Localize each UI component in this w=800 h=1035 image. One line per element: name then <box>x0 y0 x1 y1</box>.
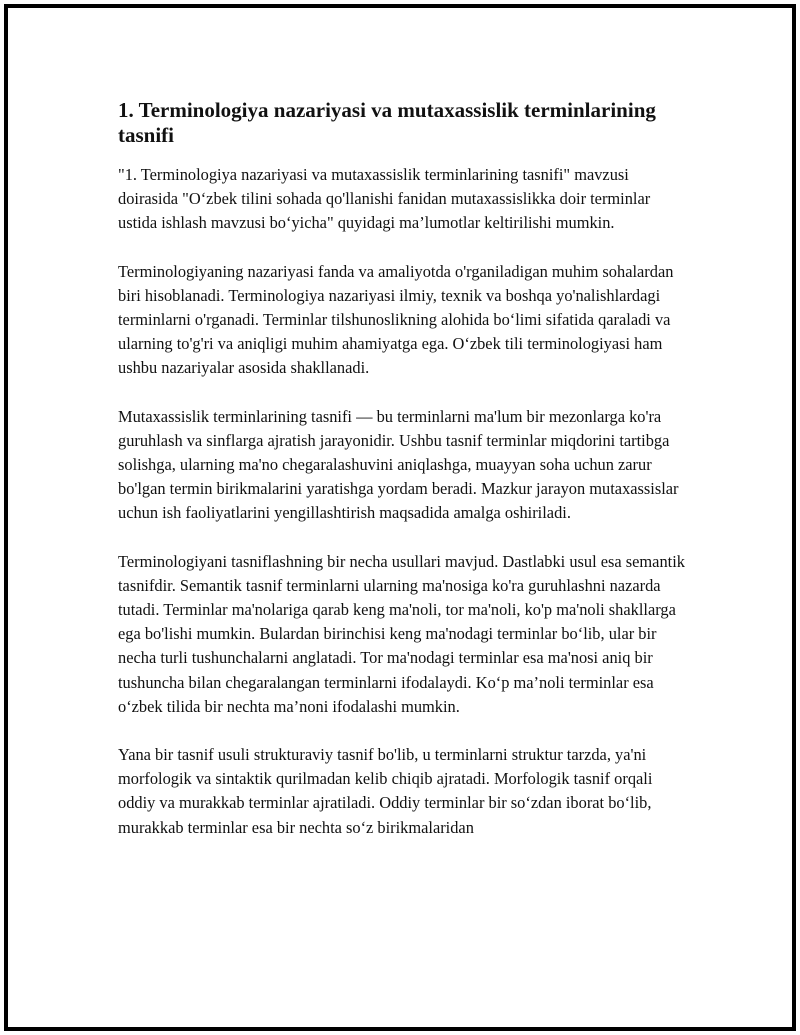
paragraph-semantic-classification: Terminologiyani tasniflashning bir necha usullari mavjud. Dastlabki usul esa semantik tasnifdir. Semantik tasnif terminlarni ularning ma'nosiga ko'ra guruhlashni nazarda tutadi. Terminlar ma'nolariga qarab keng ma'noli, tor ma'noli, ko'p ma'noli shakllarga ega bo'lishi mumkin. Bulardan birinchisi keng ma'nodagi terminlar bo‘lib, ular bir necha turli tushunchalarni anglatadi. Tor ma'nodagi terminlar esa ma'nosi aniq bir tushuncha bilan chegaralangan terminlarni ifodalaydi. Ko‘p ma’noli terminlar esa o‘zbek tilida bir nechta ma’noni ifodalashi mumkin. <box>118 551 685 716</box>
paragraph-terminology-theory: Terminologiyaning nazariyasi fanda va amaliyotda o'rganiladigan muhim sohalardan biri hisoblanadi. Terminologiya nazariyasi ilmiy, texnik va boshqa yo'nalishlardagi terminlarni o'rganadi. Terminlar tilshunoslikning alohida bo‘limi sifatida qaraladi va ularning to'g'ri va aniqligi muhim ahamiyatga ega. O‘zbek tili terminologiyasi ham ushbu nazariyalar asosida shakllanadi. <box>118 261 674 378</box>
paragraph-structural-classification: Yana bir tasnif usuli strukturaviy tasnif bo'lib, u terminlarni struktur tarzda, ya'ni morfologik va sintaktik qurilmadan kelib chiqib ajratadi. Morfologik tasnif orqali oddiy va murakkab terminlar ajratiladi. Oddiy terminlar bir so‘zdan iborat bo‘lib, murakkab terminlar esa bir nechta so‘z birikmalaridan <box>118 745 653 837</box>
paragraph-intro: "1. Terminologiya nazariyasi va mutaxassislik terminlarining tasnifi" mavzusi doirasida "O‘zbek tilini sohada qo'llanishi fanidan mutaxassislikka doir terminlar ustida ishlash mavzusi bo‘yicha" quyidagi ma’lumotlar keltirilishi mumkin. <box>118 165 651 233</box>
document-body <box>118 98 688 864</box>
paragraph-classification: Mutaxassislik terminlarining tasnifi — bu terminlarni ma'lum bir mezonlarga ko'ra guruhlash va sinflarga ajratish jarayonidir. Ushbu tasnif terminlar miqdorini tartibga solishga, ularning ma'no chegaralashuvini aniqlashga, muayyan soha uchun zarur bo'lgan termin birikmalarini yaratishga yordam beradi. Mazkur jarayon mutaxassislar uchun ish faoliyatlarini yengillashtirish maqsadida amalga oshiriladi. <box>118 406 679 523</box>
document-title: 1. Terminologiya nazariyasi va mutaxassislik terminlarining tasnifi <box>118 98 656 147</box>
document-page <box>4 4 796 1031</box>
